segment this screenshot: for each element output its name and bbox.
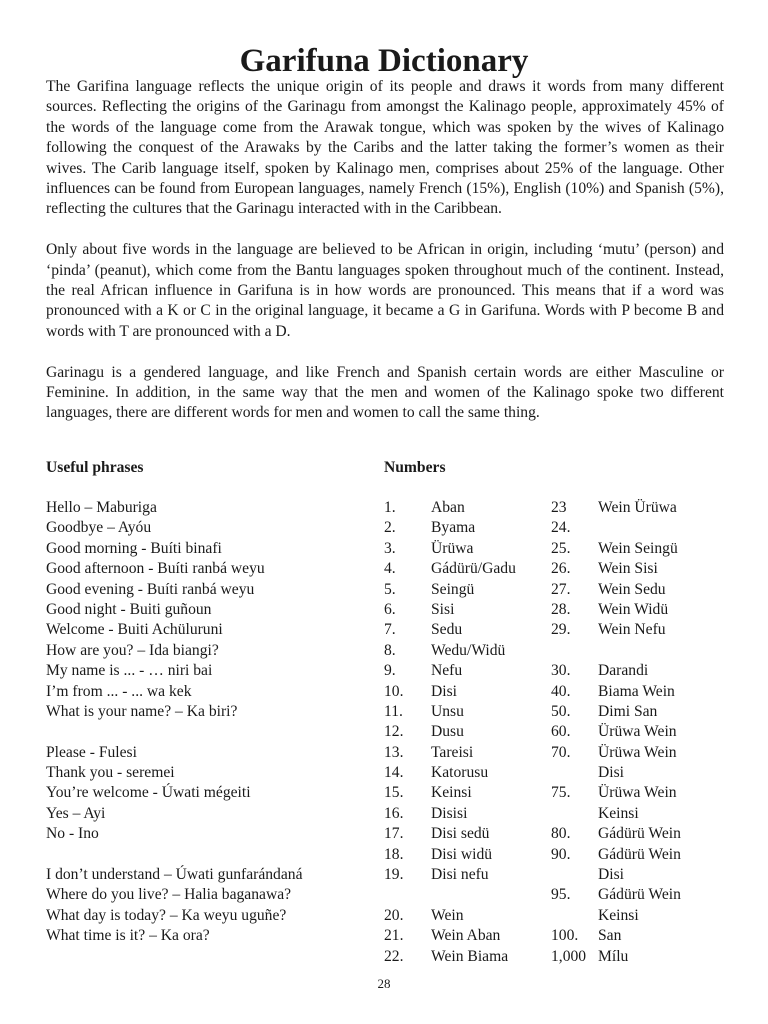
number-numeral: 8. — [384, 641, 396, 659]
number-word: Dusu — [431, 723, 464, 741]
phrase-line: My name is ... - … niri bai — [46, 662, 213, 680]
page-title: Garifuna Dictionary — [239, 43, 529, 79]
number-numeral: 75. — [551, 784, 571, 802]
number-word: Nefu — [431, 662, 463, 680]
number-row — [551, 518, 731, 538]
number-row — [551, 824, 731, 844]
number-row — [551, 498, 731, 518]
intro-paragraph: Only about five words in the language are believed to be African in origin, including ‘mutu’ (person) and ‘pinda’ (peanut), which come from the Bantu languages spoken throughout much of the continent. Instead, the real African influence in Garifuna is in how words are pronounced. This means that if a word was pronounced with a K or C in the original language, it became a G in Garifuna. Words with P become B and words with T are pronounced with a D. — [46, 241, 724, 340]
number-row — [551, 783, 731, 803]
number-row — [551, 559, 731, 579]
phrase-line: Thank you - seremei — [46, 764, 175, 782]
number-numeral: 90. — [551, 845, 571, 863]
phrase-line: What day is today? – Ka weyu uguñe? — [46, 906, 287, 924]
phrase-line: Good evening - Buíti ranbá weyu — [46, 580, 255, 598]
number-word: Disi — [598, 764, 624, 782]
number-numeral: 100. — [551, 927, 579, 945]
number-row — [384, 600, 544, 620]
spacer — [46, 845, 366, 865]
phrase-line: Goodbye – Ayóu — [46, 519, 152, 537]
number-word: Disi — [431, 682, 457, 700]
number-numeral: 25. — [551, 539, 571, 557]
number-row — [384, 783, 544, 803]
phrase-line: What is your name? – Ka biri? — [46, 702, 238, 720]
number-numeral: 1,000 — [551, 947, 587, 965]
phrase-line: I’m from ... - ... wa kek — [46, 682, 192, 700]
number-word: Wein Ürüwa — [598, 499, 677, 516]
number-word: Ürüwa Wein — [598, 743, 677, 761]
number-word: Gádürü Wein — [598, 886, 681, 904]
number-word: Wein Widü — [598, 600, 669, 618]
number-row — [551, 804, 731, 824]
number-numeral: 18. — [384, 845, 404, 863]
number-numeral: 70. — [551, 743, 571, 761]
number-row — [551, 580, 731, 600]
number-word: Wein Seingü — [598, 539, 678, 557]
number-row — [551, 620, 731, 640]
intro-text — [46, 77, 724, 444]
phrase-line: How are you? – Ida biangi? — [46, 641, 219, 659]
numbers-heading: Numbers — [384, 459, 446, 476]
number-row — [384, 518, 544, 538]
number-word: Disi widü — [431, 845, 493, 863]
number-numeral: 14. — [384, 764, 404, 782]
number-word: Sedu — [431, 621, 463, 639]
number-row — [384, 580, 544, 600]
number-row — [384, 641, 544, 661]
number-row — [384, 906, 544, 926]
number-word: Keinsi — [598, 804, 639, 822]
number-word: Gádürü Wein — [598, 825, 681, 843]
number-row — [384, 498, 544, 518]
number-row — [551, 539, 731, 559]
phrase-line: What time is it? – Ka ora? — [46, 927, 210, 945]
phrase-line: I don’t understand – Úwati gunfarándaná — [46, 866, 303, 884]
number-row — [384, 804, 544, 824]
number-word: Wein — [431, 906, 464, 924]
number-row — [551, 947, 731, 967]
number-row — [384, 824, 544, 844]
number-numeral: 22. — [384, 947, 404, 965]
number-row — [551, 743, 731, 763]
phrase-line: Yes – Ayi — [46, 804, 106, 822]
spacer — [46, 722, 366, 742]
phrase-line: Good afternoon - Buíti ranbá weyu — [46, 560, 265, 578]
number-row — [384, 620, 544, 640]
number-word: Ürüwa — [431, 539, 474, 557]
number-row — [384, 661, 544, 681]
number-numeral: 26. — [551, 560, 571, 578]
number-word: San — [598, 927, 622, 945]
number-numeral: 50. — [551, 702, 571, 720]
number-row — [551, 702, 731, 722]
number-numeral: 9. — [384, 662, 396, 680]
number-word: Wedu/Widü — [431, 641, 506, 659]
phrase-line: You’re welcome - Úwati mégeiti — [46, 784, 251, 802]
number-numeral: 40. — [551, 682, 571, 700]
number-word: Unsu — [431, 702, 464, 720]
number-word: Dimi San — [598, 702, 658, 720]
number-word: Aban — [431, 499, 465, 516]
number-numeral: 19. — [384, 866, 404, 884]
number-row — [384, 885, 544, 905]
number-numeral: 16. — [384, 804, 404, 822]
number-row — [551, 682, 731, 702]
number-numeral: 13. — [384, 743, 404, 761]
number-numeral: 95. — [551, 886, 571, 904]
number-word: Darandi — [598, 662, 649, 680]
page-number: 28 — [377, 976, 391, 991]
number-word: Wein Nefu — [598, 621, 666, 639]
number-row — [384, 865, 544, 885]
number-word: Wein Sisi — [598, 560, 658, 578]
number-row — [551, 906, 731, 926]
number-numeral: 12. — [384, 723, 404, 741]
number-numeral: 27. — [551, 580, 571, 598]
number-word: Wein Aban — [431, 927, 501, 945]
numbers-column-1 — [384, 498, 544, 967]
phrases-list — [46, 498, 366, 947]
number-row — [384, 845, 544, 865]
number-numeral: 11. — [384, 702, 403, 720]
number-numeral: 29. — [551, 621, 571, 639]
number-word: Gádürü/Gadu — [431, 560, 516, 578]
number-row — [551, 641, 731, 661]
number-word: Ürüwa Wein — [598, 723, 677, 741]
number-numeral: 1. — [384, 499, 396, 516]
number-word: Tareisi — [431, 743, 474, 761]
number-word: Gádürü Wein — [598, 845, 681, 863]
number-numeral: 23 — [551, 499, 567, 516]
number-row — [551, 722, 731, 742]
number-row — [384, 763, 544, 783]
numbers-column-2 — [551, 498, 731, 967]
number-numeral: 5. — [384, 580, 396, 598]
number-row — [384, 682, 544, 702]
phrase-line: Please - Fulesi — [46, 743, 137, 761]
number-numeral: 2. — [384, 519, 396, 537]
number-word: Ürüwa Wein — [598, 784, 677, 802]
number-row — [384, 539, 544, 559]
number-row — [384, 926, 544, 946]
number-word: Disi nefu — [431, 866, 489, 884]
number-row — [384, 559, 544, 579]
number-numeral: 60. — [551, 723, 571, 741]
number-word: Wein Sedu — [598, 580, 666, 598]
number-word: Disi — [598, 866, 624, 884]
number-word: Disisi — [431, 804, 468, 822]
number-row — [551, 763, 731, 783]
number-word: Biama Wein — [598, 682, 675, 700]
intro-paragraph: Garinagu is a gendered language, and like French and Spanish certain words are either Masculine or Feminine. In addition, in the same way that the men and women of the Kalinago spoke two different languages, there are different words for men and women to call the same thing. — [46, 363, 724, 422]
number-numeral: 6. — [384, 600, 396, 618]
phrase-line: Where do you live? – Halia baganawa? — [46, 886, 292, 904]
number-row — [551, 885, 731, 905]
number-word: Byama — [431, 519, 476, 537]
number-word: Keinsi — [431, 784, 472, 802]
number-numeral: 28. — [551, 600, 571, 618]
phrase-line: Hello – Maburiga — [46, 499, 157, 516]
number-row — [551, 865, 731, 885]
number-numeral: 30. — [551, 662, 571, 680]
number-numeral: 20. — [384, 906, 404, 924]
number-word: Katorusu — [431, 764, 489, 782]
number-numeral: 3. — [384, 539, 396, 557]
number-word: Keinsi — [598, 906, 639, 924]
number-row — [384, 947, 544, 967]
number-row — [384, 702, 544, 722]
number-numeral: 21. — [384, 927, 404, 945]
number-word: Wein Biama — [431, 947, 509, 965]
phrase-line: Welcome - Buiti Achüluruni — [46, 621, 223, 639]
number-numeral: 24. — [551, 519, 571, 537]
number-numeral: 15. — [384, 784, 404, 802]
phrase-line: Good morning - Buíti binafi — [46, 539, 222, 557]
number-row — [551, 845, 731, 865]
intro-paragraph: The Garifina language reflects the unique origin of its people and draws it words from many different sources. Reflecting the origins of the Garinagu from amongst the Kalinago people, approximately 45% of the words of the language come from the Arawak tongue, which was spoken by the wives of Kalinago following the conquest of the Arawaks by the Caribs and the latter taking the former’s women as their wives. The Carib language itself, spoken by Kalinago men, comprises about 25% of the language. Other influences can be found from European languages, namely French (15%), English (10%) and Spanish (5%), reflecting the cultures that the Garinagu interacted with in the Caribbean. — [46, 78, 724, 218]
number-row — [384, 743, 544, 763]
number-row — [551, 661, 731, 681]
number-word: Seingü — [431, 580, 475, 598]
number-numeral: 17. — [384, 825, 404, 843]
number-word: Sisi — [431, 600, 455, 618]
number-numeral: 10. — [384, 682, 404, 700]
number-numeral: 4. — [384, 560, 396, 578]
number-numeral: 80. — [551, 825, 571, 843]
number-word: Disi sedü — [431, 825, 490, 843]
number-word: Mílu — [598, 947, 629, 965]
number-row — [551, 600, 731, 620]
phrases-heading: Useful phrases — [46, 459, 144, 476]
phrase-line: No - Ino — [46, 825, 99, 843]
number-row — [551, 926, 731, 946]
number-row — [384, 722, 544, 742]
number-numeral: 7. — [384, 621, 396, 639]
phrase-line: Good night - Buiti guñoun — [46, 600, 212, 618]
